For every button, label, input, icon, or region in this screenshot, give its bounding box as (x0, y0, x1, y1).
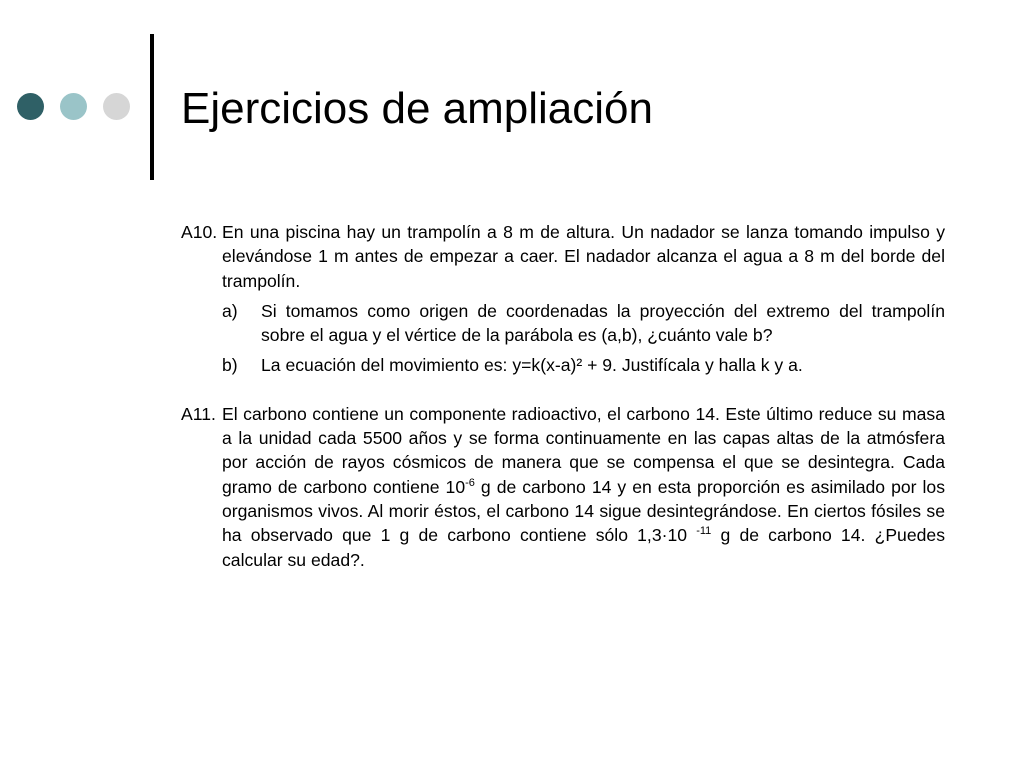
exercise-text-part-3: g de carbono 14. ¿Puedes calcular su edad?. (222, 525, 945, 570)
exercise-number: A10. (181, 222, 218, 242)
exercise-number: A11. (181, 403, 216, 424)
title-divider (150, 34, 154, 180)
exercise-part-b (222, 353, 945, 377)
part-label: a) (222, 300, 238, 321)
exercise-part-a (222, 299, 945, 348)
exercise-text-part-2: g de carbono 14 y en esta proporción es asimilado por los organismos vivos. Al morir éstos, el carbono 14 sigue desintegrándose. En ciertos fósiles se ha observado que 1 g de carbono contiene sólo 1,3·10 (222, 476, 945, 546)
exercise-a10 (181, 220, 945, 378)
gray-circle-icon (103, 93, 130, 120)
exercise-text: En una piscina hay un trampolín a 8 m de altura. Un nadador se lanza tomando impulso y elevándose 1 m antes de empezar a caer. El nadador alcanza el agua a 8 m del borde del trampolín. (222, 222, 945, 291)
part-text: La ecuación del movimiento es: y=k(x-a)² + 9. Justifícala y halla k y a. (261, 355, 803, 376)
dark-circle-icon (17, 93, 44, 120)
teal-circle-icon (60, 93, 87, 120)
exercise-a11 (181, 402, 945, 572)
exponent: -6 (465, 476, 475, 489)
slide-title: Ejercicios de ampliación (181, 84, 653, 133)
exercise-text-part-1: El carbono contiene un componente radioactivo, el carbono 14. Este último reduce su masa a la unidad cada 5500 años y se forma continuamente en las capas altas de la atmósfera por acción de rayos cósmicos de manera que se compensa el que se desintegra. Cada gramo de carbono contiene 10 (222, 403, 945, 497)
exercise-list (181, 220, 945, 572)
exponent: -11 (696, 525, 712, 538)
part-label: b) (222, 355, 238, 376)
part-text: Si tomamos como origen de coordenadas la proyección del extremo del trampolín sobre el agua y el vértice de la parábola es (a,b), ¿cuánto vale b? (261, 300, 945, 346)
